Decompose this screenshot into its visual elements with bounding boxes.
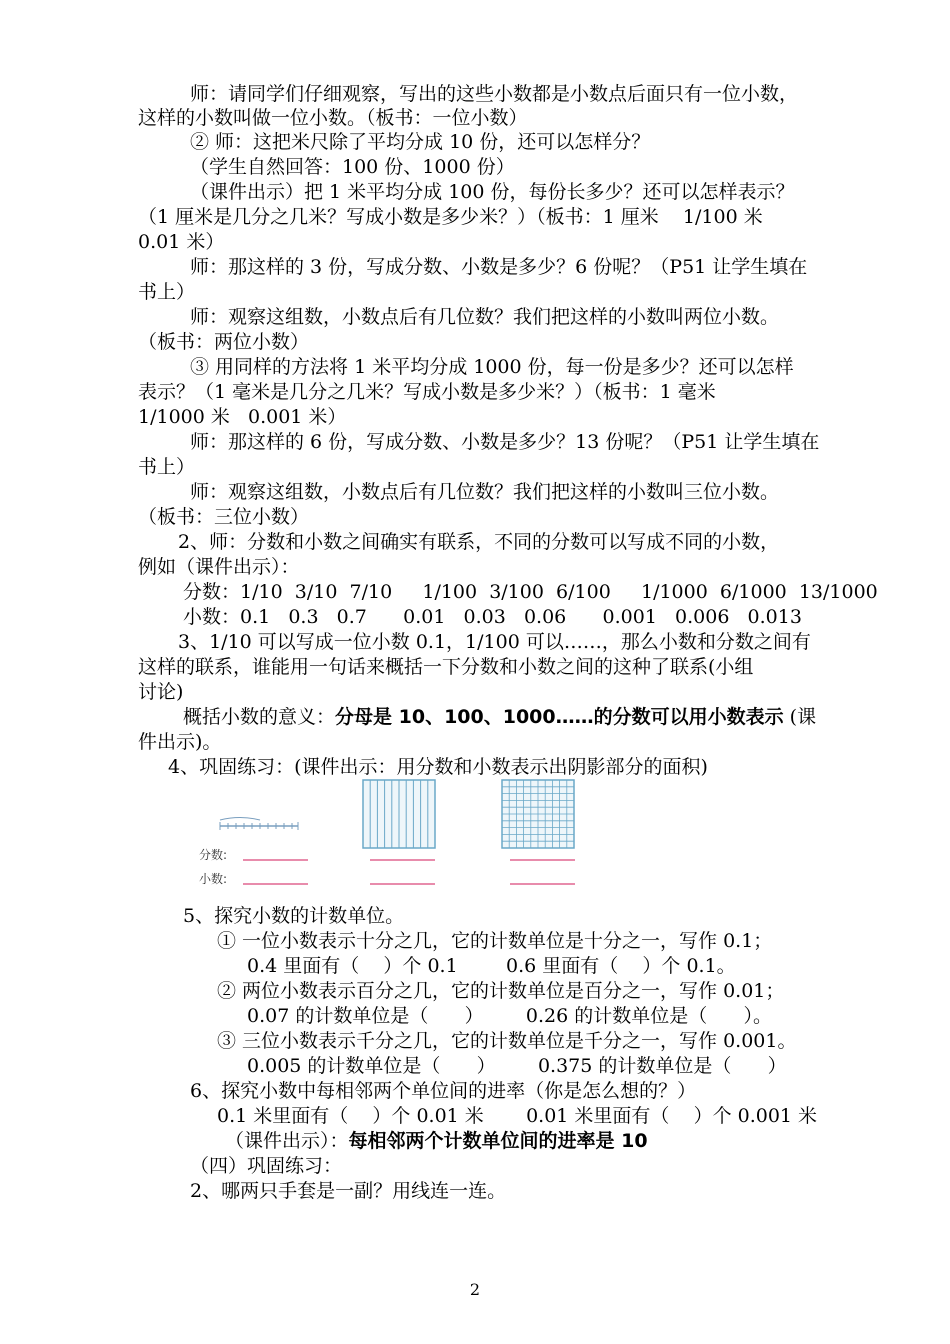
text-line: ③ 三位小数表示千分之几，它的计数单位是千分之一，写作 0.001。	[217, 1030, 797, 1052]
text-line: 5、探究小数的计数单位。	[183, 905, 405, 927]
text-line: （课件出示）把 1 米平均分成 100 份，每份长多少？还可以怎样表示？	[190, 181, 795, 203]
section-heading: （四）巩固练习：	[190, 1155, 343, 1177]
text-line: 2、哪两只手套是一副？用线连一连。	[190, 1180, 507, 1202]
text-line: （1 厘米是几分之几米？写成小数是多少米？）（板书：1 厘米 1/100 米	[138, 206, 763, 228]
text-line: 0.005 的计数单位是（ ） 0.375 的计数单位是（ ）	[247, 1055, 787, 1077]
text-line: 师：观察这组数，小数点后有几位数？我们把这样的小数叫两位小数。	[190, 306, 780, 328]
text-line: 表示？（1 毫米是几分之几米？写成小数是多少米？）（板书：1 毫米	[138, 381, 716, 403]
text-line: （板书：两位小数）	[138, 331, 310, 353]
text-line: 小数：0.1 0.3 0.7 0.01 0.03 0.06 0.001 0.006 0.013	[183, 606, 802, 628]
text-line: 件出示)。	[138, 731, 222, 753]
text-line: ① 一位小数表示十分之几，它的计数单位是十分之一，写作 0.1；	[217, 930, 773, 952]
conclusion-label: （课件出示）：	[225, 1130, 349, 1152]
definition-line	[183, 705, 816, 729]
text-line: 这样的小数叫做一位小数。（板书：一位小数）	[138, 107, 528, 129]
text-line: ② 两位小数表示百分之几，它的计数单位是百分之一，写作 0.01；	[217, 980, 785, 1002]
page-number: 2	[469, 1280, 481, 1299]
definition-label: 概括小数的意义：	[183, 706, 336, 728]
text-line: 0.4 里面有（ ）个 0.1 0.6 里面有（ ）个 0.1。	[247, 955, 736, 977]
shaded-area-exercise-figure	[195, 776, 595, 888]
conclusion-line	[225, 1129, 648, 1153]
text-line: 书上）	[138, 281, 196, 303]
definition-bold: 分母是 10、100、1000……的分数可以用小数表示	[335, 706, 784, 728]
text-line: 师：请同学们仔细观察，写出的这些小数都是小数点后面只有一位小数，	[190, 83, 799, 105]
conclusion-bold: 每相邻两个计数单位间的进率是 10	[348, 1130, 648, 1152]
text-line: 0.01 米）	[138, 231, 225, 253]
text-line: 分数：1/10 3/10 7/10 1/100 3/100 6/100 1/1000 6/1000 13/1000	[183, 581, 878, 603]
ruler-icon	[220, 818, 298, 831]
text-line: ③ 用同样的方法将 1 米平均分成 1000 份，每一份是多少？还可以怎样	[190, 356, 794, 378]
decimal-label: 小数:	[199, 872, 228, 886]
tenths-square-icon	[363, 780, 435, 848]
text-line: 例如（课件出示）：	[138, 556, 300, 578]
text-line: （学生自然回答：100 份、1000 份）	[190, 156, 515, 178]
text-line: 3、1/10 可以写成一位小数 0.1，1/100 可以……，那么小数和分数之间有	[178, 631, 811, 653]
text-line: 0.1 米里面有（ ）个 0.01 米 0.01 米里面有（ ）个 0.001 米	[217, 1105, 818, 1127]
text-line: 4、巩固练习：(课件出示：用分数和小数表示出阴影部分的面积)	[168, 756, 708, 778]
text-line: 这样的联系，谁能用一句话来概括一下分数和小数之间的这种了联系(小组	[138, 656, 754, 678]
text-line: 书上）	[138, 456, 196, 478]
text-line: 师：观察这组数，小数点后有几位数？我们把这样的小数叫三位小数。	[190, 481, 780, 503]
answer-lines	[243, 860, 575, 884]
text-line: 师：那这样的 3 份，写成分数、小数是多少？6 份呢？（P51 让学生填在	[190, 256, 808, 278]
text-line: ② 师：这把米尺除了平均分成 10 份，还可以怎样分？	[190, 131, 651, 153]
text-line: 2、师：分数和小数之间确实有联系，不同的分数可以写成不同的小数，	[178, 531, 780, 553]
text-line: 师：那这样的 6 份，写成分数、小数是多少？13 份呢？（P51 让学生填在	[190, 431, 820, 453]
text-line: 0.07 的计数单位是（ ） 0.26 的计数单位是（ ）。	[247, 1005, 772, 1027]
text-line: 1/1000 米 0.001 米）	[138, 406, 347, 428]
fraction-label: 分数:	[199, 848, 228, 862]
hundredths-grid-icon	[502, 780, 574, 848]
text-line: 6、探究小数中每相邻两个单位间的进率（你是怎么想的？）	[190, 1080, 697, 1102]
text-line: （板书：三位小数）	[138, 506, 310, 528]
text-line: 讨论)	[138, 681, 184, 703]
definition-tail: (课	[783, 706, 817, 728]
